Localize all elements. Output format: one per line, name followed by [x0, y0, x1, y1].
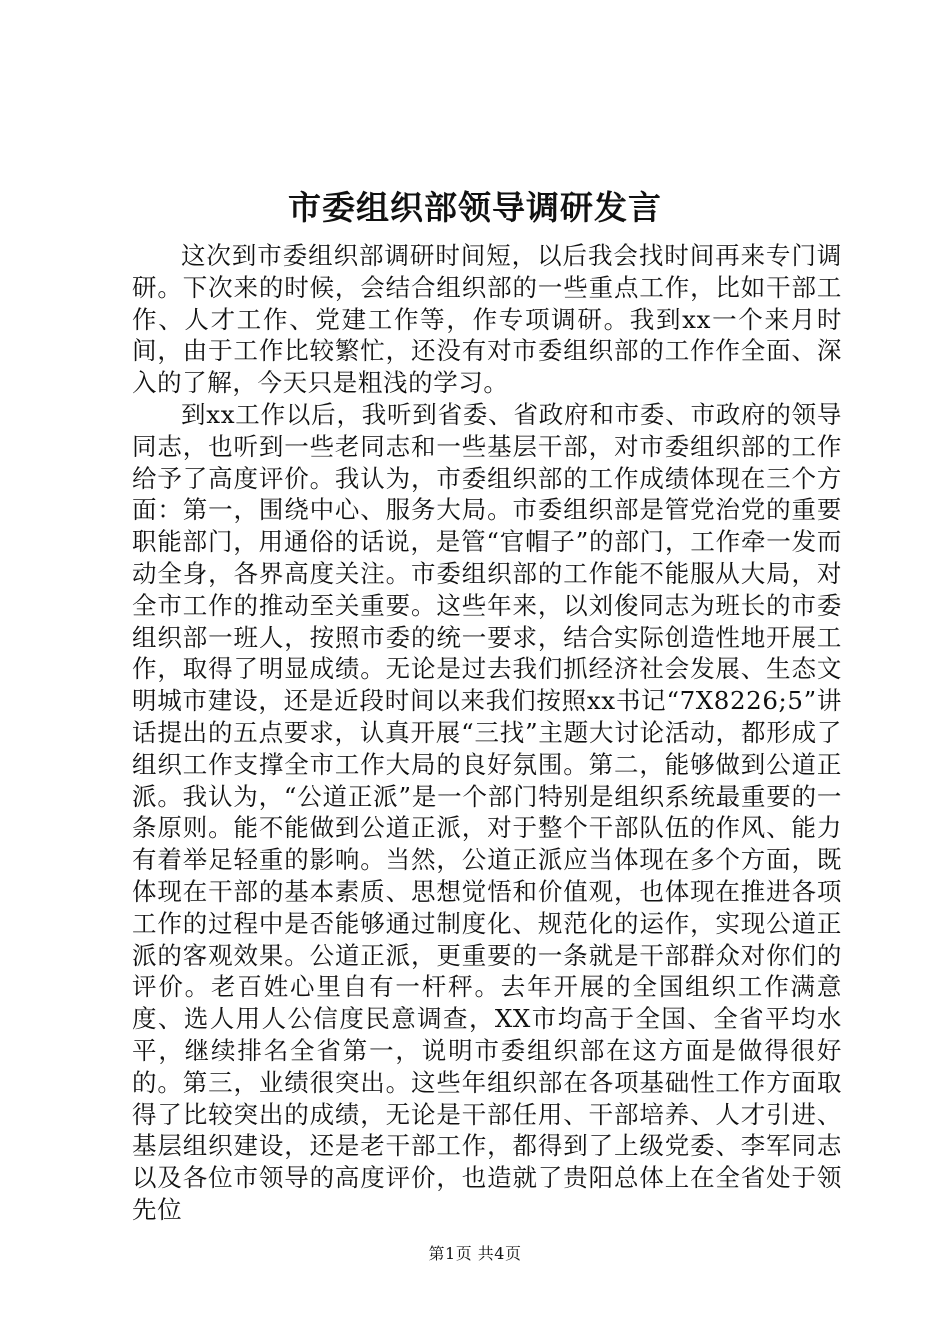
paragraph-2: 到xx工作以后，我听到省委、省政府和市委、市政府的领导同志，也听到一些老同志和一些基层干部，对市委组织部的工作给予了高度评价。我认为，市委组织部的工作成绩体现在三个方面：第一，围绕中心、服务大局。市委组织部是管党治党的重要职能部门，用通俗的话说，是管“官帽子”的部门，工作牵一发而动全身，各界高度关注。市委组织部的工作能不能服从大局，对全市工作的推动至关重要。这些年来，以刘俊同志为班长的市委组织部一班人，按照市委的统一要求，结合实际创造性地开展工作，取得了明显成绩。无论是过去我们抓经济社会发展、生态文明城市建设，还是近段时间以来我们按照xx书记“7X8226;5”讲话提出的五点要求，认真开展“三找”主题大讨论活动，都形成了组织工作支撑全市工作大局的良好氛围。第二，能够做到公道正派。我认为，“公道正派”是一个部门特别是组织系统最重要的一条原则。能不能做到公道正派，对于整个干部队伍的作风、能力有着举足轻重的影响。当然，公道正派应当体现在多个方面，既体现在干部的基本素质、思想觉悟和价值观，也体现在推进各项工作的过程中是否能够通过制度化、规范化的运作，实现公道正派的客观效果。公道正派，更重要的一条就是干部群众对你们的评价。老百姓心里自有一杆秤。去年开展的全国组织工作满意度、选人用人公信度民意调查，XX市均高于全国、全省平均水平，继续排名全省第一，说明市委组织部在这方面是做得很好的。第三，业绩很突出。这些年组织部在各项基础性工作方面取得了比较突出的成绩，无论是干部任用、干部培养、人才引进、基层组织建设，还是老干部工作，都得到了上级党委、李军同志以及各位市领导的高度评价，也造就了贵阳总体上在全省处于领先位: [132, 399, 842, 1224]
paragraph-1: 这次到市委组织部调研时间短，以后我会找时间再来专门调研。下次来的时候，会结合组织部的一些重点工作，比如干部工作、人才工作、党建工作等，作专项调研。我到xx一个来月时间，由于工作比较繁忙，还没有对市委组织部的工作作全面、深入的了解，今天只是粗浅的学习。: [132, 241, 842, 398]
document-body: [132, 240, 842, 1226]
document-title: 市委组织部领导调研发言: [288, 188, 662, 227]
page-number-footer: 第1页 共4页: [428, 1244, 522, 1263]
